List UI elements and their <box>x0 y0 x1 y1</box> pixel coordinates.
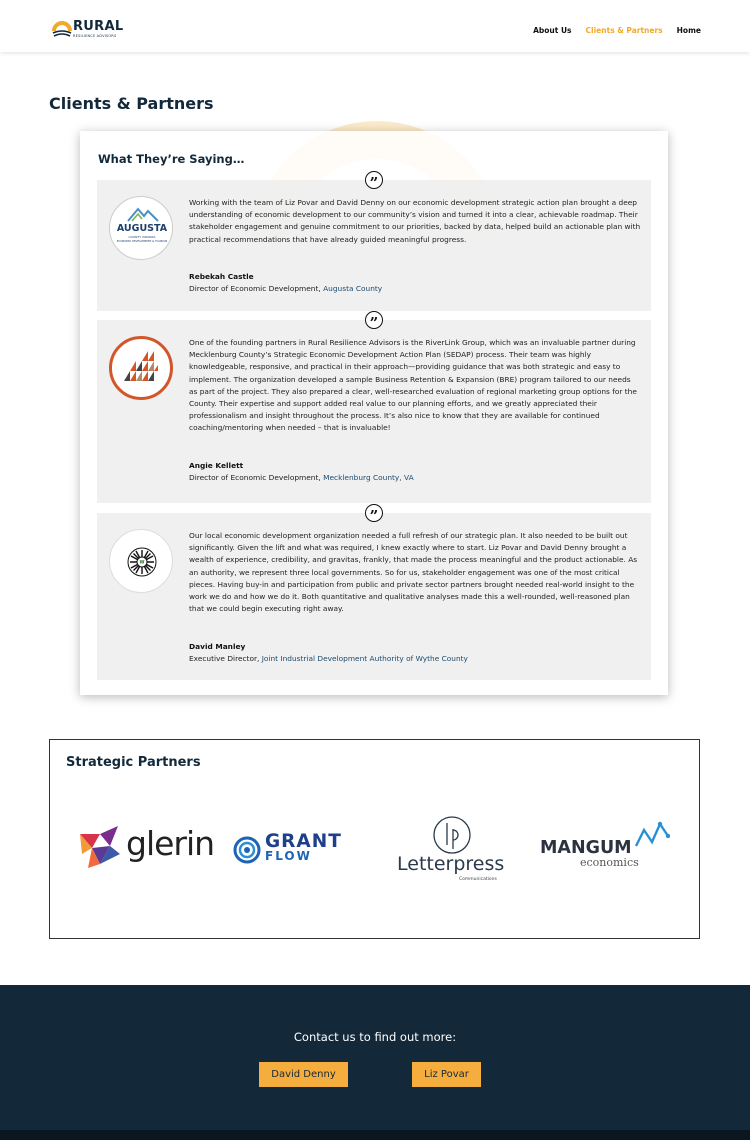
testimonial-org-link[interactable]: Joint Industrial Development Authority of Wythe County <box>261 654 468 663</box>
strategic-partners-section <box>49 739 700 939</box>
contact-footer <box>0 985 750 1130</box>
triangles-icon <box>112 339 170 397</box>
testimonial-role-text: Executive Director, <box>189 654 260 663</box>
jida-seal-icon <box>110 530 173 593</box>
partner-logo-glerin[interactable] <box>78 822 215 874</box>
contact-david-denny-button[interactable]: David Denny <box>259 1062 348 1087</box>
glerin-wordmark: glerin <box>126 824 215 863</box>
nav-home[interactable]: Home <box>676 26 701 35</box>
site-header <box>0 0 750 52</box>
testimonials-heading: What They’re Saying… <box>98 152 245 166</box>
nav-about-us[interactable]: About Us <box>533 26 572 35</box>
testimonial-role <box>189 284 382 293</box>
letterpress-mark-icon <box>430 815 474 855</box>
letterpress-wordmark: Letterpress <box>397 853 505 875</box>
mangum-chart-icon <box>634 820 670 850</box>
testimonial-item <box>97 174 651 311</box>
svg-text:W: W <box>139 560 145 566</box>
logo-subtitle: RESILIENCE ADVISORS <box>73 34 117 38</box>
glerin-mark-icon <box>78 824 124 872</box>
augusta-logo-tagline: ECONOMIC DEVELOPMENT & TOURISM <box>116 240 168 243</box>
partner-logo-mangum[interactable] <box>540 820 675 872</box>
letterpress-sub: Communications <box>459 877 497 882</box>
page-title: Clients & Partners <box>49 94 214 113</box>
testimonial-item <box>97 314 651 503</box>
augusta-logo-subtext: COUNTY VIRGINIA <box>128 235 156 239</box>
augusta-county-logo <box>109 196 173 260</box>
testimonial-item <box>97 507 651 680</box>
testimonial-role-text: Director of Economic Development, <box>189 284 321 293</box>
contact-text: Contact us to find out more: <box>293 1030 457 1044</box>
testimonial-role-text: Director of Economic Development, <box>189 473 321 482</box>
nav-clients-partners[interactable]: Clients & Partners <box>585 26 663 35</box>
contact-liz-povar-button[interactable]: Liz Povar <box>412 1062 481 1087</box>
testimonial-author: David Manley <box>189 642 246 651</box>
testimonial-text: One of the founding partners in Rural Resilience Advisors is the RiverLink Group, which was an invaluable partner during Mecklenburg County’s Strategic Economic Development Action Plan (SEDAP) process. Their team was highly knowledgeable, responsive, and practical in their approach—providing guidance that was both strategic and easy to implement. The organization developed a sample Business Retention & Expansion (BRE) program tailored to our needs as part of the project. They also prepared a clear, well-researched evaluation of regional marketing group options for the County. Their expertise and support added real value to our planning efforts, and we greatly appreciated their professionalism and insight throughout the process. It’s also nice to know that they are available for continued coaching/mentoring when needed – that is invaluable! <box>189 338 637 433</box>
grant-flow-line1: GRANT <box>265 831 342 852</box>
mangum-line2: economics <box>580 856 639 869</box>
testimonial-author: Angie Kellett <box>189 461 244 470</box>
strategic-partners-heading: Strategic Partners <box>66 755 201 770</box>
grant-flow-swirl-icon <box>233 836 261 864</box>
site-logo[interactable] <box>52 20 122 42</box>
partner-logo-letterpress[interactable] <box>395 815 510 887</box>
grant-flow-line2: FLOW <box>265 849 312 863</box>
partner-logo-grant-flow[interactable] <box>233 831 365 866</box>
quote-icon: ” <box>365 311 383 329</box>
bottom-strip <box>0 1130 750 1140</box>
mangum-line1: MANGUM <box>540 838 632 858</box>
testimonial-role <box>189 473 414 482</box>
main-nav <box>533 26 701 35</box>
sun-logo-icon <box>52 20 72 40</box>
testimonial-author: Rebekah Castle <box>189 272 254 281</box>
testimonial-text: Working with the team of Liz Povar and David Denny on our economic development strategic action plan brought a deep understanding of economic development to our community’s vision and turned it into a clear, achievable roadmap. Their stakeholder engagement and genuine commitment to our priorities, backed by data, helped build an actionable plan with practical recommendations that have already guided meaningful progress. <box>189 198 641 244</box>
mecklenburg-county-logo <box>109 336 173 400</box>
logo-title: RURAL <box>73 19 124 34</box>
quote-icon: ” <box>365 504 383 522</box>
testimonial-org-link[interactable]: Augusta County <box>323 284 383 293</box>
augusta-logo-text: AUGUSTA <box>116 223 168 234</box>
quote-icon: ” <box>365 171 383 189</box>
testimonial-org-link[interactable]: Mecklenburg County, VA <box>323 473 414 482</box>
testimonial-text: Our local economic development organization needed a full refresh of our strategic plan. It also needed to be built out significantly. Given the lift and what was required, I knew exactly where to start. Liz Povar and David Denny brought a wealth of experience, credibility, and gravitas, frankly, that made the process meaningful and the product actionable. As an authority, we represent three local governments. So for us, stakeholder engagement was one of the most critical pieces. Having buy-in and participation from public and private sector partners brought needed real-world insight to the work we do and how we do it. Both quantitative and qualitative analyses made this a well-rounded, well-reasoned plan that we could begin executing right away. <box>189 531 638 614</box>
joint-industrial-development-authority-logo <box>109 529 173 593</box>
testimonial-role <box>189 654 468 663</box>
testimonials-card <box>80 131 668 695</box>
